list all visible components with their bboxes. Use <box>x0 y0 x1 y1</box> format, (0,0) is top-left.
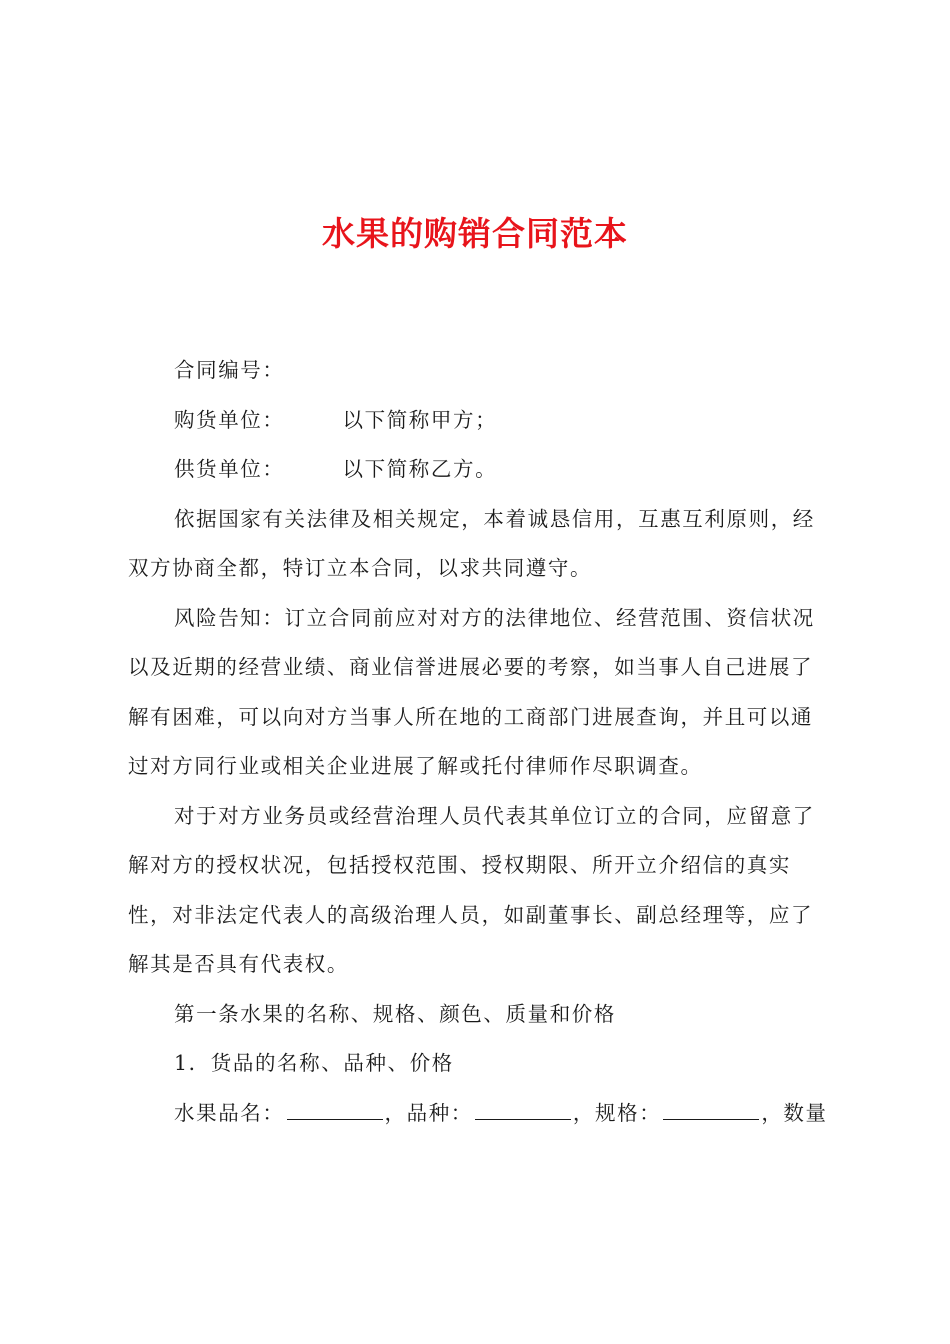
fruit-name-blank <box>287 1089 383 1120</box>
document-body <box>128 346 834 1138</box>
agent-paragraph-line-1: 对于对方业务员或经营治理人员代表其单位订立的合同，应留意了 <box>174 803 815 828</box>
spec-blank <box>663 1089 759 1120</box>
risk-paragraph-line-4: 过对方同行业或相关企业进展了解或托付律师作尽职调查。 <box>128 754 703 778</box>
quantity-label: ，数量 <box>761 1100 828 1125</box>
fruit-fill-line <box>128 1089 834 1139</box>
intro-paragraph-line-2: 双方协商全都，特订立本合同，以求共同遵守。 <box>128 556 593 580</box>
variety-label: ，品种： <box>384 1100 473 1125</box>
item-1-heading: 1．货品的名称、品种、价格 <box>174 1051 454 1075</box>
article-1-heading: 第一条水果的名称、规格、颜色、质量和价格 <box>174 1001 616 1026</box>
agent-paragraph-line-4: 解其是否具有代表权。 <box>128 952 349 976</box>
intro-paragraph-line-1: 依据国家有关法律及相关规定，本着诚恳信用，互惠互利原则，经 <box>174 506 815 531</box>
risk-paragraph-line-1: 风险告知：订立合同前应对对方的法律地位、经营范围、资信状况 <box>174 605 815 630</box>
risk-paragraph-line-2: 以及近期的经营业绩、商业信誉进展必要的考察，如当事人自己进展了 <box>128 655 814 679</box>
fruit-name-label: 水果品名： <box>174 1100 285 1125</box>
risk-paragraph-line-3: 解有困难，可以向对方当事人所在地的工商部门进展查询，并且可以通 <box>128 704 814 729</box>
supplier-label: 供货单位： <box>174 457 285 481</box>
supplier-line <box>128 445 834 495</box>
agent-paragraph-line-3: 性，对非法定代表人的高级治理人员，如副董事长、副总经理等，应了 <box>128 902 814 927</box>
supplier-note: 以下简称乙方。 <box>342 457 498 481</box>
variety-blank <box>475 1089 571 1120</box>
buyer-label: 购货单位： <box>174 407 285 432</box>
contract-number-label: 合同编号： <box>174 358 285 382</box>
spec-label: ，规格： <box>572 1100 662 1125</box>
buyer-note: 以下简称甲方； <box>342 407 498 432</box>
buyer-line <box>128 396 834 446</box>
agent-paragraph-line-2: 解对方的授权状况，包括授权范围、授权期限、所开立介绍信的真实 <box>128 853 791 877</box>
document-title: 水果的购销合同范本 <box>322 214 628 253</box>
contract-number-line <box>128 346 834 396</box>
